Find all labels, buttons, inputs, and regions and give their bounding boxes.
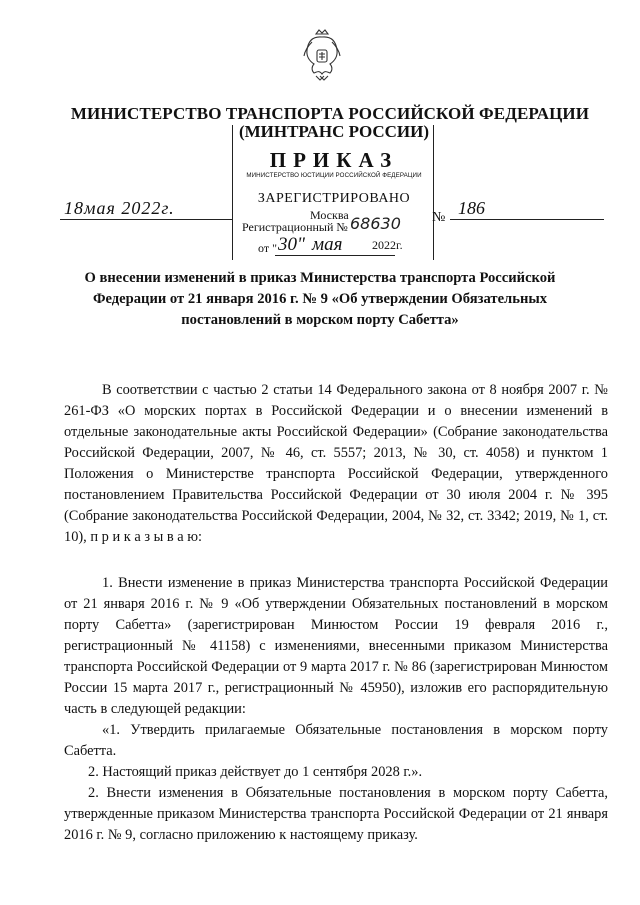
order-date-underline: [60, 219, 232, 220]
stamp-city: Москва: [310, 208, 349, 222]
stamp-org-name: МИНИСТЕРСТВО ЮСТИЦИИ РОССИЙСКОЙ ФЕДЕРАЦИИ: [246, 172, 422, 179]
stamp-reg-number: 68630: [350, 214, 401, 233]
preamble-paragraph: В соответствии с частью 2 статьи 14 Федерального закона от 8 ноября 2007 г. № 261-ФЗ «О морских портах в Российской Федерации и о внесении изменений в отдельные законодательные акты Российской Федерации» (Собрание законодательства Российской Федерации, 2007, № 46, ст. 5557; 2013, № 30, ст. 4058) и пунктом 1 Положения о Министерстве транспорта Российской Федерации, утвержденного постановлением Правительства Российской Федерации от 30 июля 2004 г. № 395 (Собрание законодательства Российской Федерации, 2004, № 32, ст. 3342; 2019, № 1, ст. 10), п р и к а з ы в а ю:: [64, 382, 608, 545]
ministry-name: МИНИСТЕРСТВО ТРАНСПОРТА РОССИЙСКОЙ ФЕДЕРАЦИИ: [70, 104, 590, 123]
quoted-item-1: «1. Утвердить прилагаемые Обязательные постановления в морском порту Сабетта.: [64, 722, 608, 759]
stamp-date-underline: [275, 255, 395, 256]
stamp-reg-label: Регистрационный №: [242, 220, 348, 234]
quoted-item-2: 2. Настоящий приказ действует до 1 сентября 2028 г.».: [88, 764, 423, 780]
ministry-abbreviation: (МИНТРАНС РОССИИ): [238, 122, 430, 141]
stamp-month: мая: [312, 234, 343, 255]
document-heading: О внесении изменений в приказ Министерства транспорта Российской Федерации от 21 января 2016 г. № 9 «Об утверждении Обязательных постановлений в морском порту Сабетта»: [84, 270, 556, 328]
item-1-paragraph: 1. Внести изменение в приказ Министерства транспорта Российской Федерации от 21 января 2016 г. № 9 «Об утверждении Обязательных постановлений в морском порту Сабетта» (зарегистрирован Минюстом России 19 февраля 2016 г., регистрационный № 41158) с изменениями, внесенными приказом Министерства транспорта Российской Федерации от 9 марта 2017 г. № 86 (зарегистрирован Минюстом России 15 марта 2017 г., регистрационный № 45950), изложив его распорядительную часть в следующей редакции:: [64, 575, 608, 717]
item-2-paragraph: 2. Внести изменения в Обязательные постановления в морском порту Сабетта, утвержденные приказом Министерства транспорта Российской Федерации от 21 января 2016 г. № 9, согласно приложению к настоящему приказу.: [64, 785, 608, 843]
order-date: 18мая 2022г.: [64, 198, 175, 218]
order-number-underline: [450, 219, 604, 220]
document-type-title: ПРИКАЗ: [269, 148, 399, 172]
order-number-sign: №: [432, 210, 446, 225]
stamp-day: 30": [278, 234, 305, 255]
coat-of-arms-icon: [302, 28, 342, 82]
stamp-year: 2022г.: [372, 238, 403, 252]
order-number: 186: [458, 198, 485, 218]
stamp-registered-label: ЗАРЕГИСТРИРОВАНО: [257, 191, 411, 206]
stamp-from-label: от ": [258, 241, 277, 255]
